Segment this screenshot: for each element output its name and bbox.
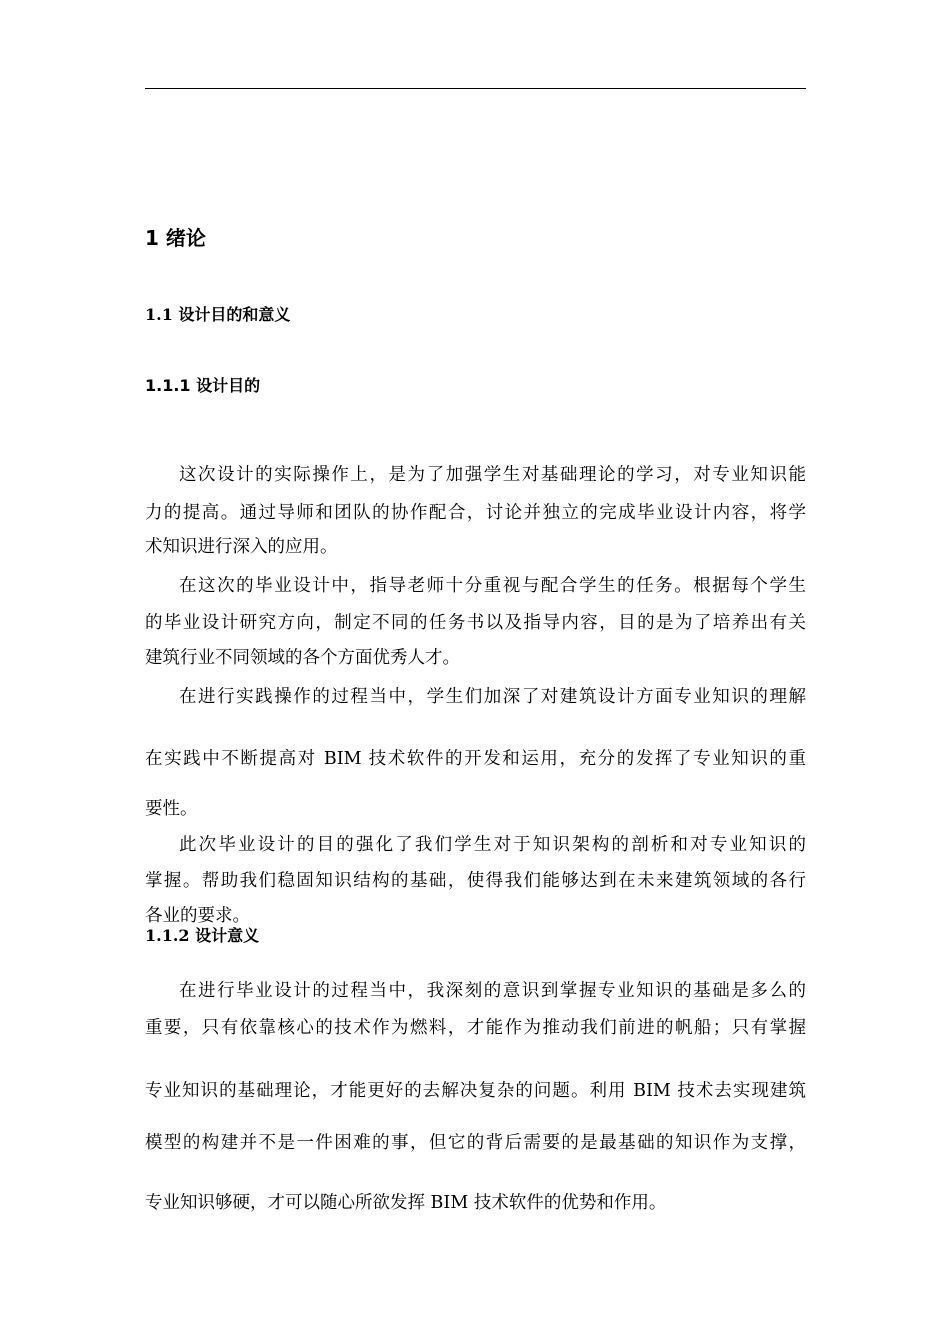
- paragraph-line: 在进行实践操作的过程当中，学生们加深了对建筑设计方面专业知识的理解: [179, 686, 806, 707]
- section-heading: 1.1 设计目的和意义: [145, 305, 291, 324]
- paragraph-line: 这次设计的实际操作上，是为了加强学生对基础理论的学习，对专业知识能: [179, 464, 806, 485]
- paragraph-line: 各业的要求。: [145, 905, 250, 926]
- paragraph-line: 建筑行业不同领域的各个方面优秀人才。: [145, 647, 460, 668]
- header-rule: [145, 88, 806, 89]
- paragraph-line: 力的提高。通过导师和团队的协作配合，讨论并独立的完成毕业设计内容，将学: [145, 502, 806, 523]
- paragraph-line: 模型的构建并不是一件困难的事，但它的背后需要的是最基础的知识作为支撑，: [145, 1132, 806, 1153]
- paragraph-line: 掌握。帮助我们稳固知识结构的基础，使得我们能够达到在未来建筑领域的各行: [145, 870, 806, 891]
- chapter-heading: 1 绪论: [145, 226, 206, 250]
- paragraph-line: 术知识进行深入的应用。: [145, 536, 338, 557]
- subsection-heading-purpose: 1.1.1 设计目的: [145, 376, 261, 395]
- paragraph-line: 专业知识的基础理论，才能更好的去解决复杂的问题。利用 BIM 技术去实现建筑: [145, 1080, 806, 1101]
- paragraph-line: 的毕业设计研究方向，制定不同的任务书以及指导内容，目的是为了培养出有关: [145, 612, 806, 633]
- subsection-heading-meaning: 1.1.2 设计意义: [145, 926, 260, 945]
- paragraph-line: 重要，只有依靠核心的技术作为燃料，才能作为推动我们前进的帆船；只有掌握: [145, 1017, 806, 1038]
- paragraph-line: 在这次的毕业设计中，指导老师十分重视与配合学生的任务。根据每个学生: [179, 575, 806, 596]
- paragraph-line: 在实践中不断提高对 BIM 技术软件的开发和运用，充分的发挥了专业知识的重: [145, 748, 806, 769]
- paragraph-line: 此次毕业设计的目的强化了我们学生对于知识架构的剖析和对专业知识的: [179, 834, 806, 855]
- paragraph-line: 在进行毕业设计的过程当中，我深刻的意识到掌握专业知识的基础是多么的: [179, 980, 806, 1001]
- paragraph-line: 要性。: [145, 798, 198, 819]
- paragraph-line: 专业知识够硬，才可以随心所欲发挥 BIM 技术软件的优势和作用。: [145, 1192, 667, 1213]
